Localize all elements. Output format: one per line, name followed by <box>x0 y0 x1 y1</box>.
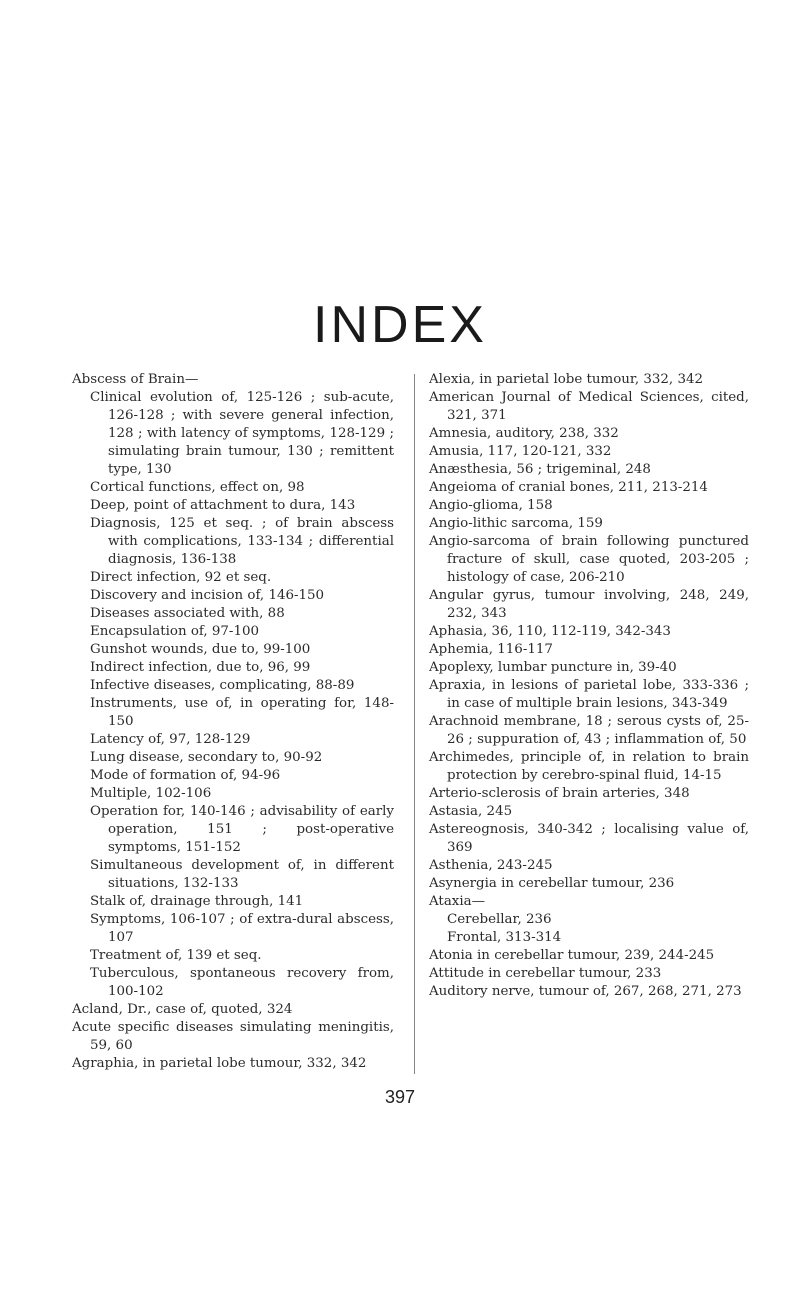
index-entry: Cerebellar, 236 <box>447 912 552 927</box>
index-entry: Tuberculous, spontaneous recovery from, 100-102 <box>90 966 394 999</box>
index-entry: Aphemia, 116-117 <box>429 642 553 657</box>
index-entry: Frontal, 313-314 <box>447 930 562 945</box>
index-entry: Alexia, in parietal lobe tumour, 332, 342 <box>429 372 703 387</box>
index-entry: Angio-sarcoma of brain following punctured fracture of skull, case quoted, 203-205 ; histology of case, 206-210 <box>429 534 749 585</box>
index-entry: Angio-lithic sarcoma, 159 <box>429 516 603 531</box>
index-entry: Arachnoid membrane, 18 ; serous cysts of, 25-26 ; suppuration of, 43 ; inflammation of, 50 <box>429 714 749 747</box>
index-entry: Archimedes, principle of, in relation to brain protection by cerebro-spinal fluid, 14-15 <box>429 750 749 783</box>
index-entry: Agraphia, in parietal lobe tumour, 332, 342 <box>72 1056 367 1071</box>
index-entry: Latency of, 97, 128-129 <box>90 732 251 747</box>
index-entry: Astasia, 245 <box>429 804 513 819</box>
index-entry: Auditory nerve, tumour of, 267, 268, 271, 273 <box>429 984 742 999</box>
page-title: INDEX <box>313 296 487 354</box>
index-entry: Asynergia in cerebellar tumour, 236 <box>429 876 675 891</box>
index-entry: Diseases associated with, 88 <box>90 606 285 621</box>
index-entry: Atonia in cerebellar tumour, 239, 244-245 <box>429 948 715 963</box>
index-entry: Astereognosis, 340-342 ; localising value of, 369 <box>429 822 749 855</box>
index-entry: Apraxia, in lesions of parietal lobe, 333-336 ; in case of multiple brain lesions, 343-349 <box>429 678 749 711</box>
index-column-right <box>429 371 749 1001</box>
index-entry: Clinical evolution of, 125-126 ; sub-acute, 126-128 ; with severe general infection, 128 ; with latency of symptoms, 128-129 ; simulating brain tumour, 130 ; remittent type, 130 <box>90 390 394 477</box>
index-entry: Discovery and incision of, 146-150 <box>90 588 325 603</box>
index-entry: Anæsthesia, 56 ; trigeminal, 248 <box>429 462 651 477</box>
index-entry: Deep, point of attachment to dura, 143 <box>90 498 356 513</box>
index-entry: Arterio-sclerosis of brain arteries, 348 <box>429 786 690 801</box>
index-entry: Lung disease, secondary to, 90-92 <box>90 750 323 765</box>
index-entry: Angio-glioma, 158 <box>429 498 553 513</box>
index-entry: Apoplexy, lumbar puncture in, 39-40 <box>429 660 677 675</box>
index-entry: Multiple, 102-106 <box>90 786 212 801</box>
index-entry: Aphasia, 36, 110, 112-119, 342-343 <box>429 624 671 639</box>
index-entry: Diagnosis, 125 et seq. ; of brain abscess with complications, 133-134 ; differential diagnosis, 136-138 <box>90 516 394 567</box>
index-entry: Cortical functions, effect on, 98 <box>90 480 305 495</box>
index-entry: Direct infection, 92 et seq. <box>90 570 272 585</box>
index-entry: Stalk of, drainage through, 141 <box>90 894 304 909</box>
index-entry: Angeioma of cranial bones, 211, 213-214 <box>429 480 708 495</box>
index-entry: Ataxia— <box>429 894 486 909</box>
index-entry: Treatment of, 139 et seq. <box>90 948 262 963</box>
index-entry: Acute specific diseases simulating meningitis, 59, 60 <box>72 1020 394 1053</box>
index-entry: Instruments, use of, in operating for, 148-150 <box>90 696 394 729</box>
index-entry: Encapsulation of, 97-100 <box>90 624 259 639</box>
index-entry: Abscess of Brain— <box>72 372 199 387</box>
column-divider <box>414 374 415 1074</box>
index-entry: Asthenia, 243-245 <box>429 858 553 873</box>
index-entry: Gunshot wounds, due to, 99-100 <box>90 642 311 657</box>
index-entry: Amnesia, auditory, 238, 332 <box>429 426 619 441</box>
index-entry: Simultaneous development of, in different situations, 132-133 <box>90 858 394 891</box>
index-entry: Symptoms, 106-107 ; of extra-dural abscess, 107 <box>90 912 394 945</box>
page-number: 397 <box>384 1087 416 1107</box>
index-entry: Amusia, 117, 120-121, 332 <box>429 444 612 459</box>
index-column-left <box>72 371 394 1073</box>
index-entry: Angular gyrus, tumour involving, 248, 249, 232, 343 <box>429 588 749 621</box>
index-entry: Indirect infection, due to, 96, 99 <box>90 660 311 675</box>
index-entry: Operation for, 140-146 ; advisability of early operation, 151 ; post-operative symptoms, 151-152 <box>90 804 394 855</box>
index-entry: American Journal of Medical Sciences, cited, 321, 371 <box>429 390 749 423</box>
index-entry: Infective diseases, complicating, 88-89 <box>90 678 355 693</box>
index-entry: Attitude in cerebellar tumour, 233 <box>429 966 662 981</box>
index-entry: Mode of formation of, 94-96 <box>90 768 281 783</box>
index-entry: Acland, Dr., case of, quoted, 324 <box>72 1002 293 1017</box>
